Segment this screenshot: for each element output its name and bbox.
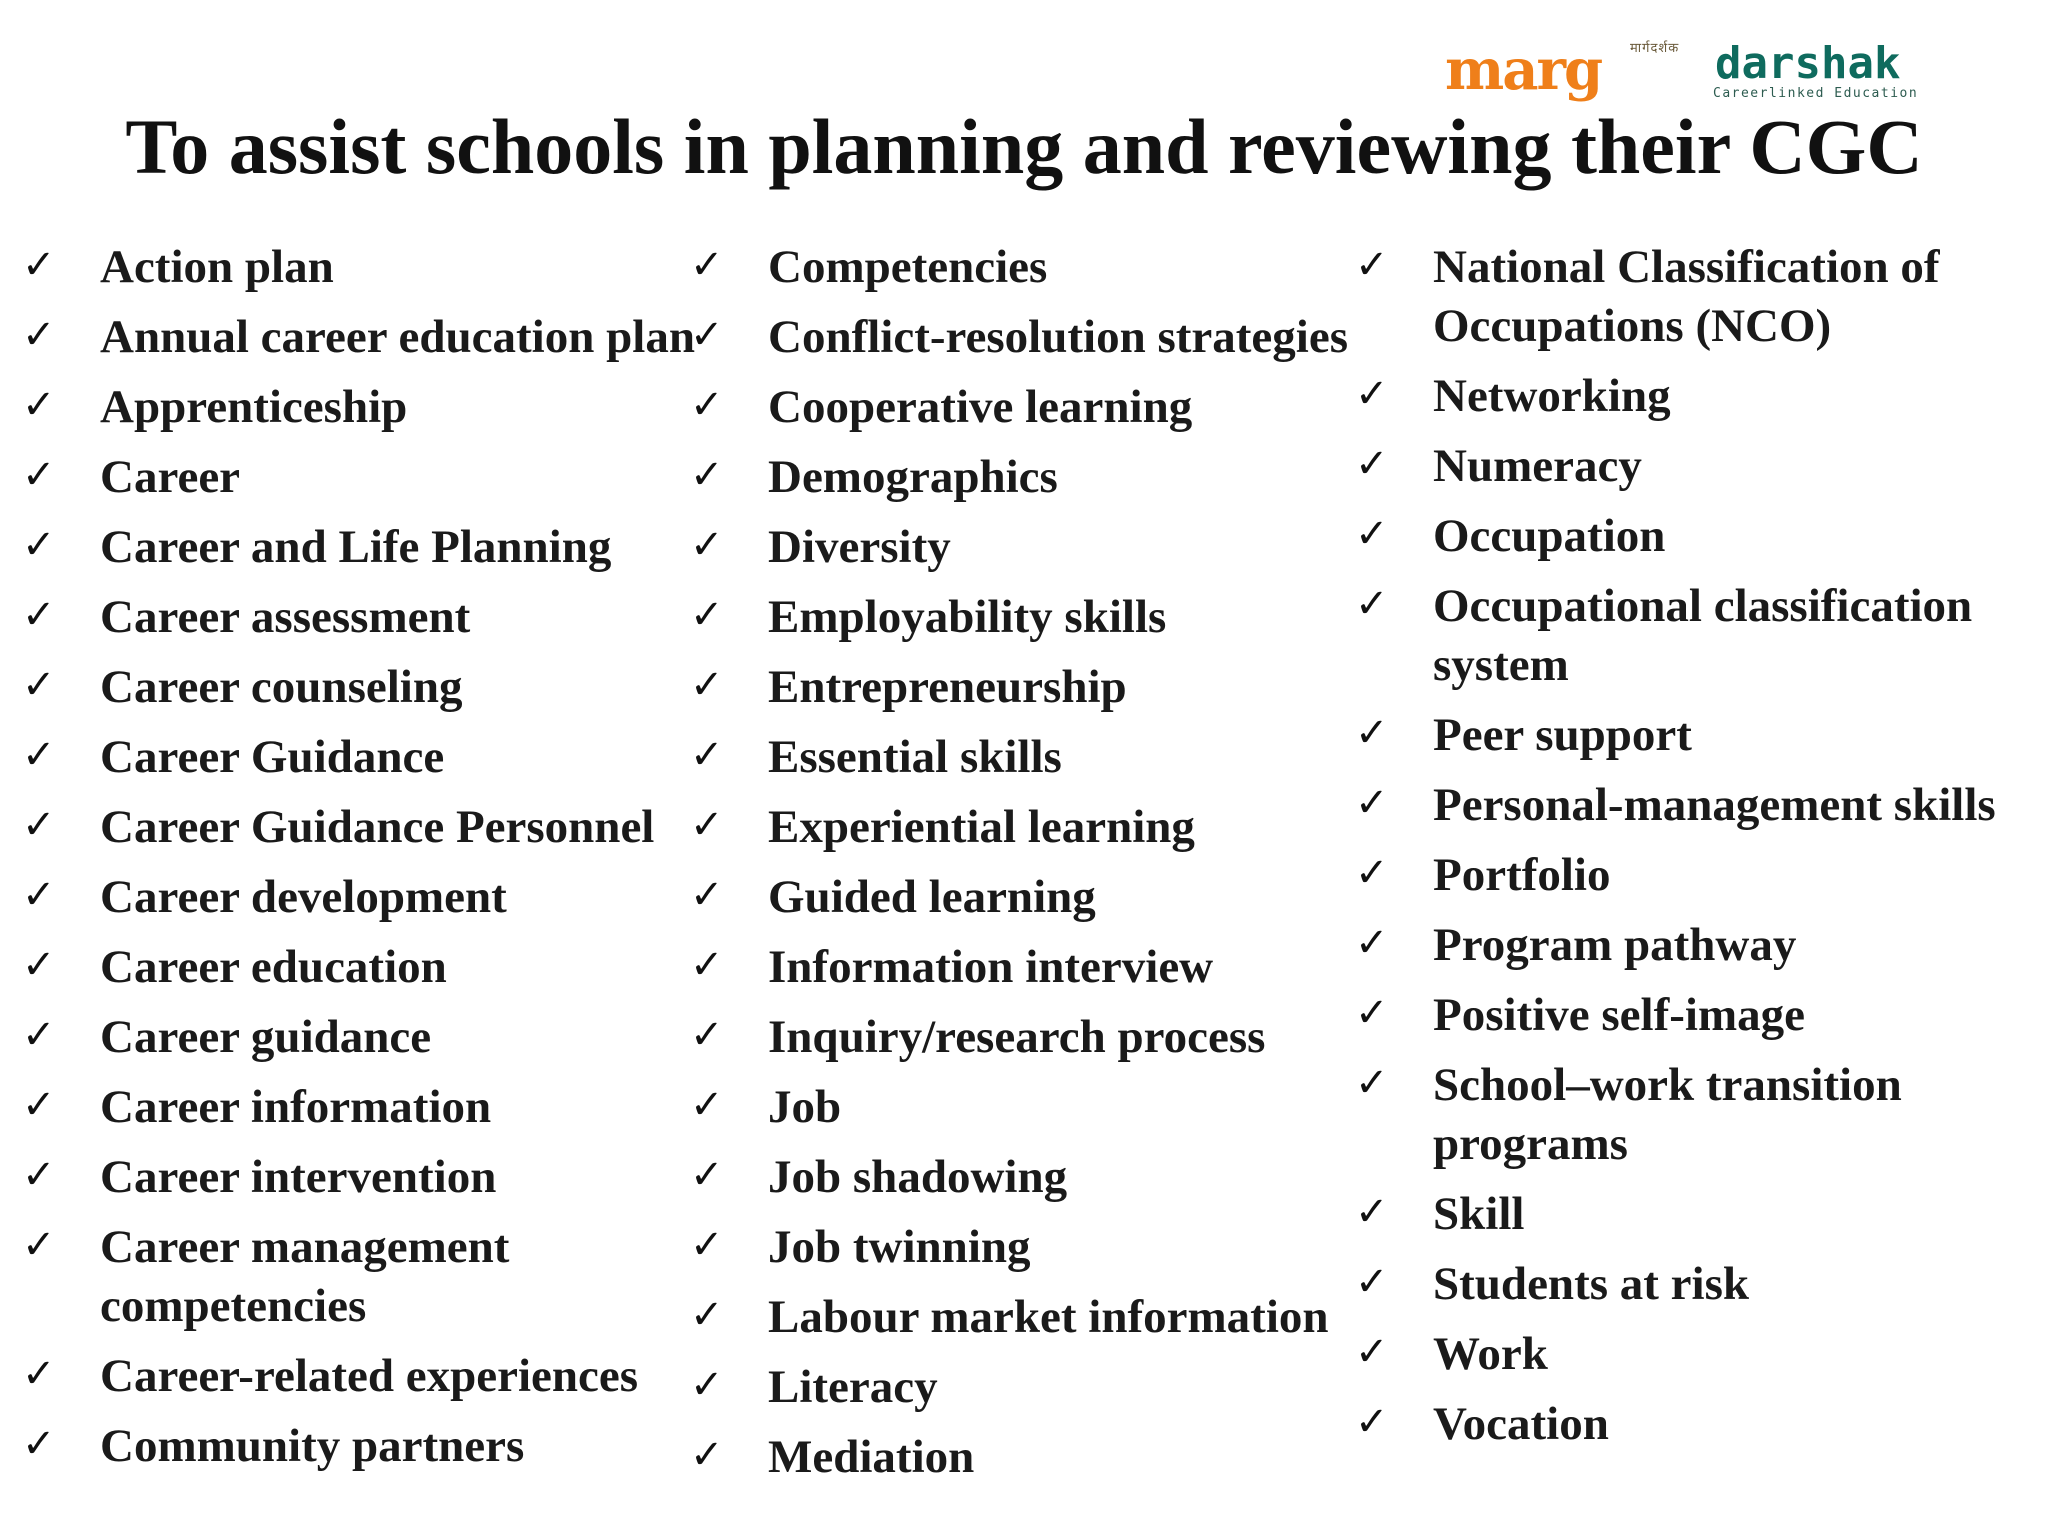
term-label: Occupation	[1433, 510, 1666, 562]
logo-darshak-text: darshak	[1715, 38, 1901, 89]
term-label: Occupational classification system	[1433, 580, 1973, 691]
term-list-item	[22, 378, 700, 437]
term-label: Personal-management skills	[1433, 779, 1996, 831]
logo-tagline: Careerlinked Education	[1713, 86, 1919, 101]
term-label: Job shadowing	[768, 1151, 1068, 1203]
checkmark-icon: ✓	[22, 522, 56, 568]
checkmark-icon: ✓	[22, 872, 56, 918]
checkmark-icon: ✓	[690, 872, 724, 918]
checkmark-icon: ✓	[1355, 1189, 1389, 1235]
term-list-item	[690, 1288, 1368, 1347]
term-list-item	[22, 658, 700, 717]
checkmark-icon: ✓	[1355, 780, 1389, 826]
checkmark-icon: ✓	[1355, 581, 1389, 627]
term-list-item	[22, 1008, 700, 1067]
term-list-item	[22, 1078, 700, 1137]
term-list-item	[690, 1148, 1368, 1207]
term-list-item	[1355, 238, 2033, 356]
checkmark-icon: ✓	[1355, 920, 1389, 966]
term-list-item	[1355, 846, 2033, 905]
term-label: Career assessment	[100, 591, 471, 643]
term-label: Career and Life Planning	[100, 521, 612, 573]
checkmark-icon: ✓	[690, 942, 724, 988]
checkmark-icon: ✓	[690, 522, 724, 568]
term-label: Cooperative learning	[768, 381, 1193, 433]
term-label: Demographics	[768, 451, 1058, 503]
term-list-item	[1355, 367, 2033, 426]
term-label: Career Guidance	[100, 731, 445, 783]
term-list-item	[690, 1358, 1368, 1417]
checkmark-icon: ✓	[690, 452, 724, 498]
term-label: Community partners	[100, 1420, 525, 1472]
checkmark-icon: ✓	[22, 242, 56, 288]
checkmark-icon: ✓	[22, 942, 56, 988]
term-list-item	[690, 588, 1368, 647]
term-list-item	[1355, 986, 2033, 1045]
term-list-item	[690, 658, 1368, 717]
checkmark-icon: ✓	[1355, 441, 1389, 487]
term-label: Career guidance	[100, 1011, 432, 1063]
term-list-item	[690, 868, 1368, 927]
logo-hindi-text: मार्गदर्शक	[1630, 41, 1680, 56]
checkmark-icon: ✓	[1355, 371, 1389, 417]
term-label: Conflict-resolution strategies	[768, 311, 1348, 363]
checkmark-icon: ✓	[690, 802, 724, 848]
term-label: Annual career education plan	[100, 311, 695, 363]
term-list-item	[1355, 507, 2033, 566]
term-list-item	[690, 798, 1368, 857]
term-list-item	[690, 448, 1368, 507]
term-label: Positive self-image	[1433, 989, 1805, 1041]
checkmark-icon: ✓	[22, 732, 56, 778]
checkmark-icon: ✓	[1355, 1329, 1389, 1375]
term-label: National Classification of Occupations (NCO)	[1433, 241, 1940, 352]
term-list-item	[690, 378, 1368, 437]
term-list-item	[690, 1428, 1368, 1487]
checkmark-icon: ✓	[22, 382, 56, 428]
checkmark-icon: ✓	[22, 452, 56, 498]
term-label: Career	[100, 451, 241, 503]
checkmark-icon: ✓	[22, 662, 56, 708]
checkmark-icon: ✓	[22, 312, 56, 358]
term-label: Career management competencies	[100, 1221, 510, 1332]
term-label: Employability skills	[768, 591, 1167, 643]
term-label: Career counseling	[100, 661, 463, 713]
term-label: Career-related experiences	[100, 1350, 639, 1402]
term-list-item	[690, 1218, 1368, 1277]
term-list-item	[22, 1417, 700, 1476]
term-list-item	[22, 728, 700, 787]
term-label: Peer support	[1433, 709, 1692, 761]
term-label: Portfolio	[1433, 849, 1611, 901]
term-list-item	[1355, 437, 2033, 496]
term-label: Students at risk	[1433, 1258, 1750, 1310]
term-label: Job	[768, 1081, 842, 1133]
checkmark-icon: ✓	[690, 382, 724, 428]
term-label: Career development	[100, 871, 507, 923]
term-label: Vocation	[1433, 1398, 1609, 1450]
term-list-item	[22, 308, 700, 367]
checkmark-icon: ✓	[1355, 1259, 1389, 1305]
term-label: Career information	[100, 1081, 492, 1133]
slide-title: To assist schools in planning and reviewing their CGC	[125, 103, 1923, 190]
checkmark-icon: ✓	[22, 1082, 56, 1128]
term-list-item	[1355, 776, 2033, 835]
term-label: Career education	[100, 941, 447, 993]
checkmark-icon: ✓	[1355, 1060, 1389, 1106]
checkmark-icon: ✓	[1355, 990, 1389, 1036]
checkmark-icon: ✓	[690, 732, 724, 778]
logo-marg-text: marg	[1445, 37, 1602, 103]
term-label: Action plan	[100, 241, 334, 293]
term-list-item	[1355, 1185, 2033, 1244]
term-label: Work	[1433, 1328, 1548, 1380]
term-label: Program pathway	[1433, 919, 1797, 971]
term-label: Literacy	[768, 1361, 938, 1413]
term-label: Career intervention	[100, 1151, 497, 1203]
term-list-item	[690, 518, 1368, 577]
checkmark-icon: ✓	[690, 1292, 724, 1338]
checkmark-icon: ✓	[690, 1222, 724, 1268]
term-list-item	[22, 798, 700, 857]
term-label: Job twinning	[768, 1221, 1031, 1273]
term-label: Career Guidance Personnel	[100, 801, 655, 853]
checkmark-icon: ✓	[1355, 710, 1389, 756]
checkmark-icon: ✓	[690, 242, 724, 288]
term-list-item	[22, 588, 700, 647]
term-list-item	[690, 1008, 1368, 1067]
checkmark-icon: ✓	[690, 1082, 724, 1128]
term-label: Apprenticeship	[100, 381, 408, 433]
term-list-item	[1355, 1255, 2033, 1314]
term-label: Experiential learning	[768, 801, 1195, 853]
term-label: Skill	[1433, 1188, 1525, 1240]
term-list-item	[22, 238, 700, 297]
term-list-item	[22, 868, 700, 927]
term-list-item	[1355, 706, 2033, 765]
term-list-item	[1355, 1056, 2033, 1174]
term-label: School–work transition programs	[1433, 1059, 1902, 1170]
term-list-item	[22, 938, 700, 997]
terms-column-2	[690, 238, 1350, 1498]
checkmark-icon: ✓	[690, 1362, 724, 1408]
term-list-item	[690, 238, 1368, 297]
margdarshak-logo	[1445, 38, 2005, 104]
checkmark-icon: ✓	[1355, 1399, 1389, 1445]
term-list-item	[22, 518, 700, 577]
term-list-item	[22, 1218, 700, 1336]
term-list-item	[690, 728, 1368, 787]
term-label: Mediation	[768, 1431, 975, 1483]
checkmark-icon: ✓	[690, 1152, 724, 1198]
checkmark-icon: ✓	[22, 1152, 56, 1198]
term-list-item	[690, 308, 1368, 367]
checkmark-icon: ✓	[22, 1421, 56, 1467]
term-list-item	[22, 1347, 700, 1406]
term-label: Guided learning	[768, 871, 1096, 923]
term-list-item	[22, 1148, 700, 1207]
terms-column-3	[1355, 238, 2035, 1465]
term-list-item	[1355, 577, 2033, 695]
checkmark-icon: ✓	[690, 662, 724, 708]
checkmark-icon: ✓	[1355, 511, 1389, 557]
term-label: Numeracy	[1433, 440, 1642, 492]
terms-column-1	[22, 238, 695, 1487]
checkmark-icon: ✓	[690, 1432, 724, 1478]
term-list-item	[1355, 1395, 2033, 1454]
checkmark-icon: ✓	[22, 1012, 56, 1058]
checkmark-icon: ✓	[22, 1351, 56, 1397]
term-label: Labour market information	[768, 1291, 1329, 1343]
term-list-item	[690, 1078, 1368, 1137]
checkmark-icon: ✓	[22, 1222, 56, 1268]
checkmark-icon: ✓	[1355, 242, 1389, 288]
checkmark-icon: ✓	[1355, 850, 1389, 896]
term-label: Diversity	[768, 521, 951, 573]
checkmark-icon: ✓	[690, 312, 724, 358]
checkmark-icon: ✓	[690, 592, 724, 638]
term-list-item	[1355, 1325, 2033, 1384]
term-list-item	[1355, 916, 2033, 975]
term-label: Entrepreneurship	[768, 661, 1127, 713]
term-label: Competencies	[768, 241, 1048, 293]
term-label: Information interview	[768, 941, 1214, 993]
checkmark-icon: ✓	[22, 592, 56, 638]
term-label: Networking	[1433, 370, 1671, 422]
checkmark-icon: ✓	[690, 1012, 724, 1058]
checkmark-icon: ✓	[22, 802, 56, 848]
term-list-item	[690, 938, 1368, 997]
term-label: Inquiry/research process	[768, 1011, 1266, 1063]
term-list-item	[22, 448, 700, 507]
term-label: Essential skills	[768, 731, 1062, 783]
